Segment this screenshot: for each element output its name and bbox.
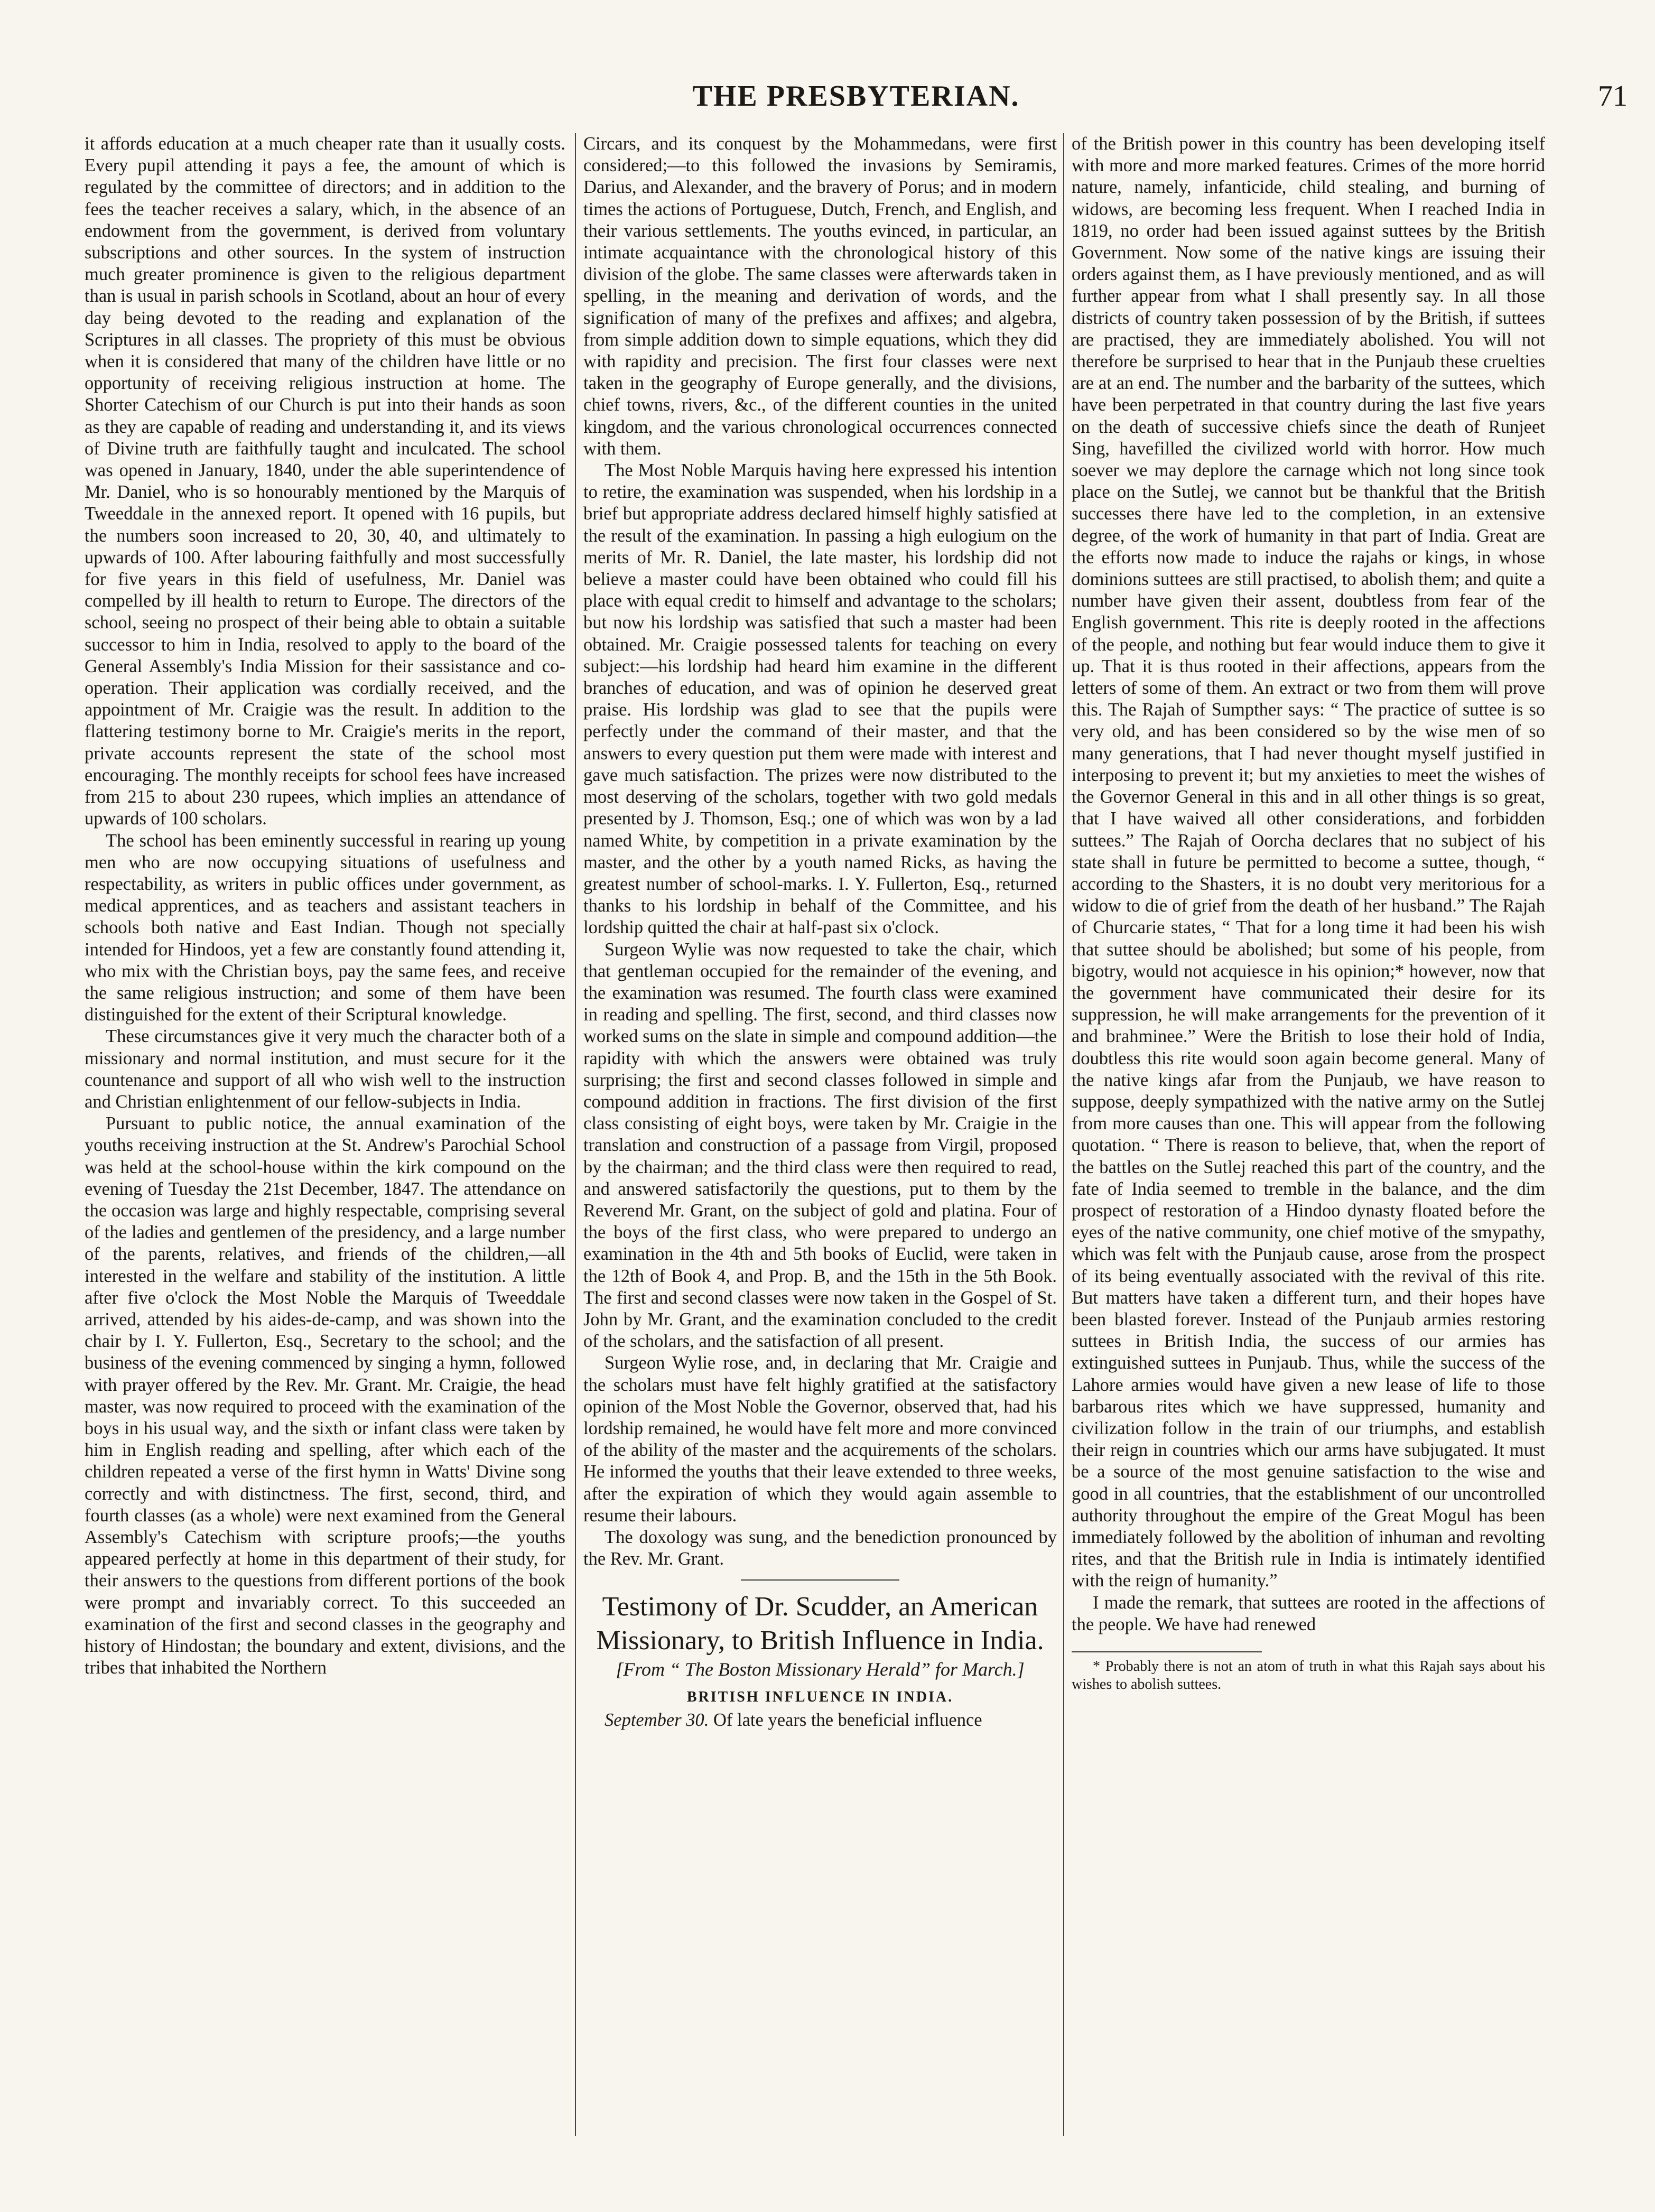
opening-text: Of late years the beneficial influence (713, 1709, 982, 1730)
running-title: THE PRESBYTERIAN. (692, 80, 1020, 113)
column-3 (1063, 133, 1545, 2136)
column-1 (85, 133, 565, 2136)
paragraph: Surgeon Wylie rose, and, in declaring that Mr. Craigie and the scholars must have felt highly gratified at the satisfactory opinion of the Most Noble the Governor, observed that, had his lordship remained, he would have felt more and more convinced of the ability of the master and the acquirements of the scholars. He informed the youths that their leave extended to three weeks, after the expiration of which they would again assemble to resume their labours. (583, 1353, 1057, 1526)
page-number: 71 (1598, 80, 1628, 113)
paragraph: Surgeon Wylie was now requested to take the chair, which that gentleman occupied for the remainder of the evening, and the examination was resumed. The fourth class were examined in reading and spelling. The first, second, and third classes now worked sums on the slate in simple and compound addition—the rapidity with which the answers were obtained was truly surprising; the first and second classes followed in simple and compound addition in fractions. The first division of the first class consisting of eight boys, were taken by Mr. Craigie in the translation and construction of a passage from Virgil, proposed by the chairman; and the third class were then required to read, and answered satisfactorily the questions, put to them by the Reverend Mr. Grant, on the subject of gold and platina. Four of the boys of the first class, who were prepared to undergo an examination in the 4th and 5th books of Euclid, were taken in the 12th of Book 4, and Prop. B, and the 15th in the 5th Book. The first and second classes were now taken in the Gospel of St. John by Mr. Grant, and the examination concluded to the credit of the scholars, and the satisfaction of all present. (583, 939, 1057, 1352)
article-source: [From “ The Boston Missionary Herald” for March.] (616, 1659, 1025, 1680)
paragraph: I made the remark, that suttees are rooted in the affections of the people. We have had renewed (1072, 1592, 1545, 1634)
page-header (85, 79, 1628, 122)
footnote: * Probably there is not an atom of truth in what this Rajah says about his wishes to abolish suttees. (1072, 1658, 1545, 1693)
paragraph: The doxology was sung, and the benediction pronounced by the Rev. Mr. Grant. (583, 1527, 1057, 1569)
paragraph: The school has been eminently successful in rearing up young men who are now occupying situations of usefulness and respectability, as writers in public offices under government, as medical apprentices, and as teachers and assistant teachers in schools both native and East Indian. Though not specially intended for Hindoos, yet a few are constantly found attending it, who mix with the Christian boys, pay the same fees, and receive the same religious instruction; and some of them have been distinguished for the extent of their Scriptural knowledge. (85, 830, 565, 1025)
paragraph: The Most Noble Marquis having here expressed his intention to retire, the examination was suspended, when his lordship in a brief but appropriate address declared himself highly satisfied at the result of the examination. In passing a high eulogium on the merits of Mr. R. Daniel, the late master, his lordship did not believe a master could have been obtained who could fill his place with equal credit to himself and advantage to the scholars; but now his lordship was satisfied that such a master had been obtained. Mr. Craigie possessed talents for teaching on every subject:—his lordship had heard him examine in the different branches of education, and was of opinion he deserved great praise. His lordship was glad to see that the pupils were perfectly under the command of their master, and that the answers to every question put them were made with interest and gave much satisfaction. The prizes were now distributed to the most deserving of the scholars, together with two gold medals presented by J. Thomson, Esq.; one of which was won by a lad named White, by competition in a private examination by the master, and the other by a youth named Ricks, as having the greatest number of school-marks. I. Y. Fullerton, Esq., returned thanks to his lordship in behalf of the Committee, and his lordship quitted the chair at half-past six o'clock. (583, 460, 1057, 938)
article-title: Testimony of Dr. Scudder, an American Missionary, to British Influence in India. (596, 1592, 1044, 1656)
column-2 (575, 133, 1057, 2136)
paragraph: These circumstances give it very much the character both of a missionary and normal institution, and must secure for it the countenance and support of all who wish well to the instruction and Christian enlightenment of our fellow-subjects in India. (85, 1026, 565, 1112)
paragraph: of the British power in this country has been developing itself with more and more marked features. Crimes of the more horrid nature, namely, infanticide, child stealing, and burning of widows, are becoming less frequent. When I reached India in 1819, no order had been issued against suttees by the British Government. Now some of the native kings are issuing their orders against them, as I have previously mentioned, and as will further appear from what I shall presently say. In all those districts of country taken possession of by the British, if suttees are practised, they are immediately abolished. You will not therefore be surprised to hear that in the Punjaub these cruelties are at an end. The number and the barbarity of the suttees, which have been perpetrated in that country during the last five years on the death of successive chiefs since the death of Runjeet Sing, havefilled the civilized world with horror. How much soever we may deplore the carnage which not long since took place on the Sutlej, we cannot but be thankful that the British successes there have led to the completion, in an extensive degree, of the work of humanity in that part of India. Great are the efforts now made to induce the rajahs or kings, in whose dominions suttees are still practised, to abolish them; and quite a number have given their assent, doubtless from fear of the English government. This rite is deeply rooted in the affections of the people, and nothing but fear would induce them to give it up. That it is thus rooted in their affections, appears from the letters of some of them. An extract or two from them will prove this. The Rajah of Sumpther says: “ The practice of suttee is so very old, and has been considered so by the wise men of so many generations, that I had never thought myself justified in interposing to prevent it; but my anxieties to meet the wishes of the Governor General in this and in all other things is so great, that I have waived all other considerations, and forbidden suttees.” The Rajah of Oorcha declares that no subject of his state shall in future be permitted to become a suttee, though, “ according to the Shasters, it is no doubt very meritorious for a widow to die of grief from the death of her husband.” The Rajah of Churcarie states, “ That for a long time it had been his wish that suttee should be abolished; but some of his people, from bigotry, would not acquiesce in his opinion;* however, now that the government have communicated their desire for its suppression, he will make arrangements for the prevention of it and brahminee.” Were the British to lose their hold of India, doubtless this rite would soon again become general. Many of the native kings afar from the Punjaub, we have reason to suppose, deeply sympathized with the native army on the Sutlej from more causes than one. This will appear from the following quotation. “ There is reason to believe, that, when the report of the battles on the Sutlej reached this part of the country, and the fate of India seemed to tremble in the balance, and the dim prospect of restoration of a Hindoo dynasty floated before the eyes of the native community, one chief motive of the smypathy, which was felt with the Punjaub cause, arose from the prospect of its being eventually associated with the revival of this rite. But matters have taken a different turn, and their hopes have been blasted forever. Instead of the Punjaub armies restoring suttees in British India, the success of our armies has extinguished suttees in Punjaub. Thus, while the success of the Lahore armies would have given a new lease of life to those barbarous rites which we have suppressed, humanity and civilization follow in the train of our triumphs, and establish their reign in countries which our arms have subjugated. It must be a source of the most genuine satisfaction to the wise and good in all countries, that the establishment of our uncontrolled authority throughout the empire of the Great Mogul has been immediately followed by the abolition of inhuman and revolting rites, and that the British rule in India is intimately identified with the reign of humanity.” (1072, 134, 1545, 1591)
section-divider (741, 1579, 899, 1581)
dateline: September 30. (605, 1709, 709, 1730)
paragraph: it affords education at a much cheaper rate than it usually costs. Every pupil attending it pays a fee, the amount of which is regulated by the committee of directors; and in addition to the fees the teacher receives a salary, which, in the absence of an endowment from the government, is derived from voluntary subscriptions and other sources. In the system of instruction much greater prominence is given to the religious department than is usual in parish schools in Scotland, about an hour of every day being devoted to the reading and explanation of the Scriptures in all classes. The propriety of this must be obvious when it is considered that many of the children have little or no opportunity of receiving religious instruction at home. The Shorter Catechism of our Church is put into their hands as soon as they are capable of reading and understanding it, and its views of Divine truth are faithfully taught and inculcated. The school was opened in January, 1840, under the able superintendence of Mr. Daniel, who is so honourably mentioned by the Marquis of Tweeddale in the annexed report. It opened with 16 pupils, but the numbers soon increased to 20, 30, 40, and ultimately to upwards of 100. After labouring faithfully and most successfully for five years in this field of usefulness, Mr. Daniel was compelled by ill health to return to Europe. The directors of the school, seeing no prospect of their being able to obtain a suitable successor to him in India, resolved to apply to the board of the General Assembly's India Mission for their sassistance and co-operation. Their application was cordially received, and the appointment of Mr. Craigie was the result. In addition to the flattering testimony borne to Mr. Craigie's merits in the report, private accounts represent the state of the school most encouraging. The monthly receipts for school fees have increased from 215 to about 230 rupees, which implies an attendance of upwards of 100 scholars. (85, 134, 565, 829)
footnote-divider (1072, 1651, 1262, 1652)
article-subhead: BRITISH INFLUENCE IN INDIA. (686, 1689, 954, 1706)
paragraph: Pursuant to public notice, the annual examination of the youths receiving instruction at the St. Andrew's Parochial School was held at the school-house within the kirk compound on the evening of Tuesday the 21st December, 1847. The attendance on the occasion was large and highly respectable, comprising several of the ladies and gentlemen of the presidency, and a large number of the parents, relatives, and friends of the children,—all interested in the welfare and stability of the institution. A little after five o'clock the Most Noble the Marquis of Tweeddale arrived, attended by his aides-de-camp, and was shown into the chair by I. Y. Fullerton, Esq., Secretary to the school; and the business of the evening commenced by singing a hymn, followed with prayer offered by the Rev. Mr. Grant. Mr. Craigie, the head master, was now required to proceed with the examination of the boys in his usual way, and the sixth or infant class were taken by him in English reading and spelling, after which each of the children repeated a verse of the first hymn in Watts' Divine song correctly and with distinctness. The first, second, third, and fourth classes (as a whole) were next examined from the General Assembly's Catechism with scripture proofs;—the youths appeared perfectly at home in this department of their study, for their answers to the questions from different portions of the book were prompt and invariably correct. To this succeeded an examination of the first and second classes in the geography and history of Hindostan; the boundary and extent, divisions, and the tribes that inhabited the Northern (85, 1113, 565, 1678)
article-opening (583, 1709, 1057, 1731)
paragraph: Circars, and its conquest by the Mohammedans, were first considered;—to this followed the invasions by Semiramis, Darius, and Alexander, and the bravery of Porus; and in modern times the actions of Portuguese, Dutch, French, and English, and their various settlements. The youths evinced, in particular, an intimate acquaintance with the chronological history of this division of the globe. The same classes were afterwards taken in spelling, in the meaning and derivation of words, and the signification of many of the prefixes and affixes; and algebra, from simple addition down to simple equations, which they did with rapidity and precision. The first four classes were next taken in the geography of Europe generally, and the divisions, chief towns, rivers, &c., of the different counties in the united kingdom, and the various chronological occurrences connected with them. (583, 134, 1057, 459)
